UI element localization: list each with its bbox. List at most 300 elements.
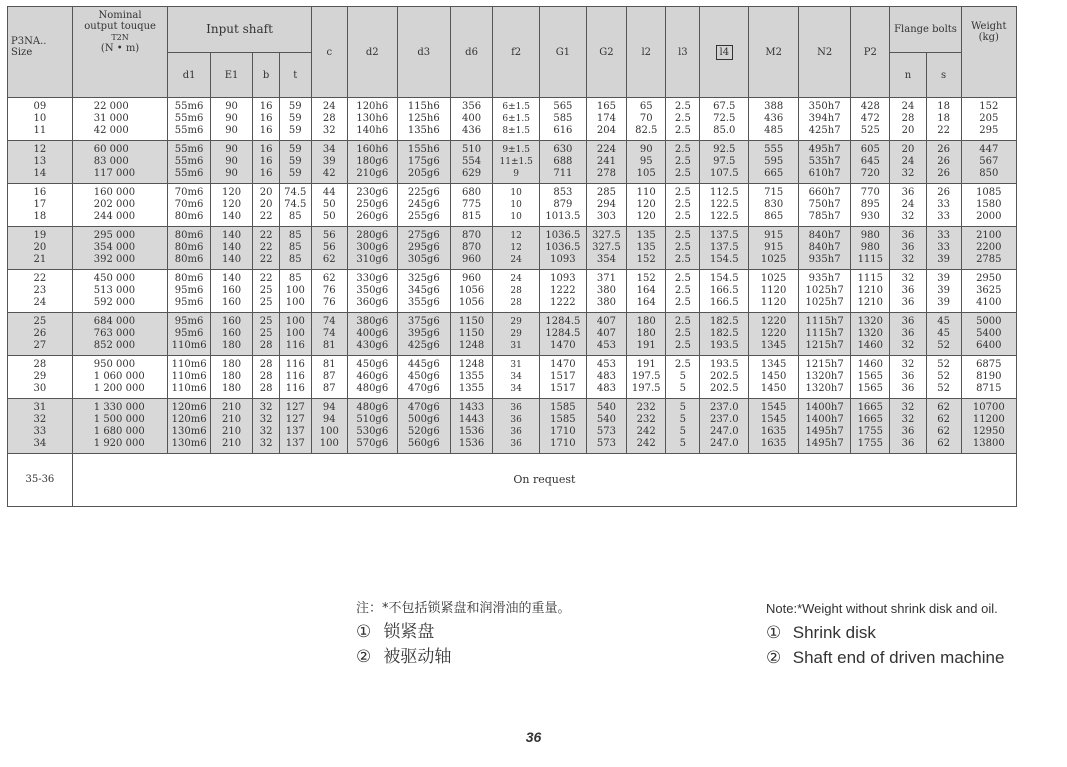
cell-value: 140	[222, 242, 242, 253]
cell-value: 12950	[972, 426, 1005, 437]
header-d1: d1	[168, 53, 210, 98]
cell-value: 350g6	[356, 285, 389, 296]
cell-value: 210	[222, 414, 242, 425]
cell-value: 688	[553, 156, 573, 167]
cell-value: 110m6	[171, 383, 207, 394]
cell-value: 1460	[857, 340, 884, 351]
cell-value: 34	[322, 144, 336, 155]
cell-value: 1284.5	[545, 328, 581, 339]
cell-value: 1 200 000	[93, 383, 145, 394]
cell-value: 241	[596, 156, 616, 167]
cell-value: 295 000	[93, 230, 136, 241]
cell-value: 26	[937, 168, 950, 179]
cell-value: 720	[860, 168, 880, 179]
cell-value: 180	[222, 371, 242, 382]
cell-value: 1115h7	[805, 328, 844, 339]
cell-value: 1056	[458, 297, 485, 308]
cell-value: 90	[225, 168, 238, 179]
cell-value: 18	[33, 211, 47, 222]
cell-value: 72.5	[713, 113, 736, 124]
cell-value: 116	[285, 371, 305, 382]
cell-value: 5	[679, 414, 687, 425]
note-cn: 注：*不包括锁紧盘和润滑油的重量。	[356, 601, 571, 616]
table-cell	[253, 356, 280, 399]
cell-value: 202.5	[709, 371, 739, 382]
table-cell	[799, 227, 851, 270]
cell-value: 425g6	[407, 340, 440, 351]
cell-value: 85	[288, 273, 302, 284]
cell-value: 1320h7	[805, 371, 844, 382]
cell-value: 6875	[976, 359, 1002, 370]
table-cell	[8, 399, 73, 454]
cell-value: 50	[322, 199, 336, 210]
cell-value: 117 000	[93, 168, 136, 179]
cell-value: 285	[596, 187, 616, 198]
cell-value: 453	[596, 340, 616, 351]
cell-value: 9±1.5	[502, 145, 530, 155]
table-cell	[926, 313, 961, 356]
cell-value: 62	[937, 438, 950, 449]
cell-value: 629	[462, 168, 482, 179]
cell-value: 2.5	[674, 168, 691, 179]
table-cell	[890, 270, 926, 313]
cell-value: 55m6	[174, 101, 204, 112]
cell-value: 407	[596, 316, 616, 327]
cell-value: 1 680 000	[93, 426, 145, 437]
table-cell	[926, 356, 961, 399]
cell-value: 202.5	[709, 383, 739, 394]
table-cell	[253, 313, 280, 356]
table-cell	[397, 184, 450, 227]
cell-value: 2.5	[674, 211, 691, 222]
table-cell	[586, 356, 626, 399]
cell-value: 90	[225, 101, 238, 112]
table-cell	[8, 184, 73, 227]
cell-value: 1248	[458, 359, 485, 370]
cell-value: 980	[860, 230, 880, 241]
cell-value: 1115	[857, 254, 884, 265]
table-cell	[347, 184, 397, 227]
cell-value: 32	[259, 414, 273, 425]
table-cell	[799, 399, 851, 454]
cell-value: 24	[901, 101, 915, 112]
cell-value: 28	[259, 359, 273, 370]
cell-value: 22	[259, 211, 273, 222]
cell-value: 32	[322, 125, 336, 136]
cell-value: 70	[639, 113, 653, 124]
cell-value: 94	[322, 414, 336, 425]
cell-value: 10700	[972, 402, 1005, 413]
table-cell	[8, 313, 73, 356]
cell-value: 1 060 000	[93, 371, 145, 382]
cell-value: 1210	[857, 297, 884, 308]
cell-value: 23	[33, 285, 47, 296]
cell-value: 1120	[760, 285, 787, 296]
cell-value: 10	[510, 200, 522, 210]
table-cell	[450, 356, 492, 399]
cell-value: 573	[596, 426, 616, 437]
cell-value: 255g6	[407, 211, 440, 222]
legend-cn-1	[356, 620, 571, 645]
cell-value: 116	[285, 383, 305, 394]
cell-value: 70m6	[174, 199, 204, 210]
header-f2: f2	[493, 7, 540, 98]
cell-value: 485	[764, 125, 784, 136]
cell-value: 20	[259, 187, 273, 198]
cell-value: 1536	[458, 438, 485, 449]
table-cell	[961, 227, 1016, 270]
cell-value: 1085	[976, 187, 1002, 198]
table-cell	[72, 399, 168, 454]
cell-value: 32	[901, 402, 915, 413]
cell-value: 447	[979, 144, 999, 155]
cell-value: 5	[679, 371, 687, 382]
cell-value: 450g6	[356, 359, 389, 370]
cell-value: 20	[259, 199, 273, 210]
cell-value: 34	[510, 372, 522, 382]
cell-value: 1036.5	[545, 242, 581, 253]
table-cell	[279, 356, 311, 399]
cell-value: 160	[222, 316, 242, 327]
cell-value: 1400h7	[805, 402, 844, 413]
cell-value: 1220	[760, 316, 787, 327]
cell-value: 16	[259, 168, 273, 179]
table-cell	[799, 184, 851, 227]
table-cell	[397, 227, 450, 270]
cell-value: 400g6	[356, 328, 389, 339]
cell-value: 80m6	[174, 230, 204, 241]
cell-value: 2.5	[674, 125, 691, 136]
cell-value: 327.5	[592, 230, 621, 241]
cell-value: 60 000	[93, 144, 129, 155]
cell-value: 1470	[550, 359, 576, 370]
table-cell	[210, 141, 252, 184]
cell-value: 750h7	[808, 199, 841, 210]
cell-value: 356	[462, 101, 482, 112]
table-cell	[168, 313, 210, 356]
cell-value: 16	[259, 113, 273, 124]
cell-value: 4100	[976, 297, 1002, 308]
cell-value: 62	[937, 426, 950, 437]
header-input-shaft: Input shaft	[168, 7, 311, 53]
cell-value: 2100	[976, 230, 1002, 241]
cell-value: 400	[462, 113, 482, 124]
table-cell	[666, 313, 700, 356]
cell-value: 1355	[458, 383, 485, 394]
table-cell	[961, 184, 1016, 227]
cell-value: 100	[285, 328, 305, 339]
cell-value: 852 000	[93, 340, 136, 351]
cell-value: 428	[860, 101, 880, 112]
cell-value: 275g6	[407, 230, 440, 241]
table-cell	[700, 141, 749, 184]
note-en: Note:*Weight without shrink disk and oil.	[766, 601, 998, 616]
cell-value: 592 000	[93, 297, 136, 308]
table-cell	[890, 98, 926, 141]
cell-value: 2.5	[674, 273, 691, 284]
table-cell	[279, 313, 311, 356]
cell-value: 22	[259, 273, 273, 284]
cell-value: 1495h7	[805, 426, 844, 437]
cell-value: 567	[979, 156, 999, 167]
table-cell	[493, 313, 540, 356]
cell-value: 407	[596, 328, 616, 339]
table-cell	[700, 270, 749, 313]
cell-value: 95m6	[174, 316, 204, 327]
cell-value: 6±1.5	[502, 114, 530, 124]
cell-value: 850	[979, 168, 999, 179]
table-cell	[279, 399, 311, 454]
cell-value: 28	[33, 359, 47, 370]
table-cell	[72, 98, 168, 141]
request-size: 35-36	[8, 454, 73, 507]
cell-value: 380	[596, 285, 616, 296]
cell-value: 1210	[857, 285, 884, 296]
cell-value: 555	[764, 144, 784, 155]
table-cell	[749, 98, 799, 141]
cell-value: 32	[901, 359, 915, 370]
table-cell	[540, 313, 587, 356]
table-cell	[586, 227, 626, 270]
table-cell	[450, 141, 492, 184]
header-torque: Nominal output touque T2N (N • m)	[72, 7, 168, 98]
cell-value: 430g6	[356, 340, 389, 351]
table-cell	[961, 270, 1016, 313]
cell-value: 80m6	[174, 242, 204, 253]
table-cell	[210, 399, 252, 454]
table-cell	[72, 313, 168, 356]
cell-value: 1710	[550, 438, 576, 449]
table-header	[8, 7, 1017, 98]
header-l2: l2	[627, 7, 666, 98]
cell-value: 237.0	[709, 402, 739, 413]
cell-value: 20	[901, 125, 915, 136]
table-cell	[851, 98, 890, 141]
cell-value: 32	[901, 273, 915, 284]
cell-value: 31	[33, 402, 47, 413]
cell-value: 180	[222, 359, 242, 370]
cell-value: 470g6	[407, 402, 440, 413]
cell-value: 554	[462, 156, 482, 167]
cell-value: 310g6	[356, 254, 389, 265]
cell-value: 12	[510, 243, 522, 253]
table-cell	[253, 399, 280, 454]
cell-value: 22	[937, 125, 950, 136]
cell-value: 120h6	[356, 101, 389, 112]
cell-value: 530g6	[356, 426, 389, 437]
cell-value: 1222	[550, 297, 576, 308]
cell-value: 1 330 000	[93, 402, 145, 413]
cell-value: 32	[33, 414, 47, 425]
cell-value: 1025	[760, 273, 787, 284]
cell-value: 1025	[760, 254, 787, 265]
header-b: b	[253, 53, 280, 98]
cell-value: 711	[553, 168, 573, 179]
cell-value: 205g6	[407, 168, 440, 179]
cell-value: 137	[285, 438, 305, 449]
cell-value: 33	[33, 426, 47, 437]
cell-value: 3625	[976, 285, 1002, 296]
cell-value: 67.5	[713, 101, 736, 112]
table-cell	[890, 184, 926, 227]
cell-value: 2.5	[674, 187, 691, 198]
cell-value: 81	[322, 359, 336, 370]
cell-value: 197.5	[631, 371, 661, 382]
table-cell	[926, 184, 961, 227]
table-cell	[749, 270, 799, 313]
cell-value: 1013.5	[545, 211, 581, 222]
cell-value: 12	[510, 231, 522, 241]
table-cell	[700, 399, 749, 454]
cell-value: 1585	[550, 402, 576, 413]
cell-value: 87	[322, 383, 336, 394]
header-t: t	[279, 53, 311, 98]
cell-value: 160	[222, 285, 242, 296]
table-cell	[700, 98, 749, 141]
table-cell	[8, 98, 73, 141]
table-cell	[540, 98, 587, 141]
cell-value: 29	[510, 329, 522, 339]
table-cell	[851, 141, 890, 184]
cell-value: 22	[259, 242, 273, 253]
header-m2: M2	[749, 7, 799, 98]
cell-value: 154.5	[709, 254, 739, 265]
cell-value: 152	[636, 273, 656, 284]
table-cell	[347, 399, 397, 454]
cell-value: 14	[33, 168, 47, 179]
table-body	[8, 98, 1017, 507]
cell-value: 19	[33, 230, 47, 241]
table-cell	[279, 270, 311, 313]
table-cell	[347, 227, 397, 270]
cell-value: 180	[222, 383, 242, 394]
cell-value: 5	[679, 383, 687, 394]
cell-value: 375g6	[407, 316, 440, 327]
cell-value: 354 000	[93, 242, 136, 253]
cell-value: 32	[901, 340, 915, 351]
cell-value: 36	[901, 230, 915, 241]
cell-value: 36	[510, 403, 522, 413]
cell-value: 56	[322, 242, 336, 253]
page-number: 36	[525, 729, 542, 745]
legend-en-2-num: ②	[766, 648, 782, 667]
table-cell	[493, 270, 540, 313]
cell-value: 32	[901, 168, 915, 179]
cell-value: 1450	[760, 383, 787, 394]
cell-value: 202 000	[93, 199, 136, 210]
header-g2: G2	[586, 7, 626, 98]
header-weight: Weight (kg)	[961, 7, 1016, 98]
cell-value: 870	[462, 230, 482, 241]
cell-value: 237.0	[709, 414, 739, 425]
cell-value: 80m6	[174, 254, 204, 265]
cell-value: 870	[462, 242, 482, 253]
table-cell	[397, 98, 450, 141]
table-row-group	[8, 270, 1017, 313]
table-cell	[540, 356, 587, 399]
cell-value: 90	[225, 144, 238, 155]
cell-value: 2.5	[674, 316, 691, 327]
cell-value: 59	[288, 156, 302, 167]
cell-value: 1665	[857, 414, 884, 425]
cell-value: 472	[860, 113, 880, 124]
cell-value: 330g6	[356, 273, 389, 284]
cell-value: 1710	[550, 426, 576, 437]
cell-value: 140	[222, 254, 242, 265]
cell-value: 1345	[760, 359, 787, 370]
table-cell	[168, 227, 210, 270]
table-cell	[210, 184, 252, 227]
cell-value: 18	[937, 113, 950, 124]
cell-value: 130m6	[171, 438, 207, 449]
cell-value: 125h6	[407, 113, 440, 124]
cell-value: 305g6	[407, 254, 440, 265]
cell-value: 44	[322, 187, 336, 198]
cell-value: 11±1.5	[499, 157, 533, 167]
table-cell	[450, 227, 492, 270]
cell-value: 85	[288, 254, 302, 265]
cell-value: 55m6	[174, 144, 204, 155]
cell-value: 2785	[976, 254, 1002, 265]
cell-value: 52	[937, 340, 950, 351]
table-cell	[666, 184, 700, 227]
cell-value: 325g6	[407, 273, 440, 284]
cell-value: 935h7	[808, 254, 841, 265]
cell-value: 1517	[550, 383, 576, 394]
cell-value: 1320	[857, 328, 884, 339]
table-cell	[8, 227, 73, 270]
cell-value: 140	[222, 230, 242, 241]
cell-value: 520g6	[407, 426, 440, 437]
cell-value: 1284.5	[545, 316, 581, 327]
cell-value: 33	[937, 242, 950, 253]
cell-value: 62	[322, 254, 336, 265]
table-cell	[493, 399, 540, 454]
cell-value: 460g6	[356, 371, 389, 382]
cell-value: 1565	[857, 371, 884, 382]
cell-value: 684 000	[93, 316, 136, 327]
cell-value: 1635	[760, 426, 787, 437]
cell-value: 36	[901, 297, 915, 308]
cell-value: 137.5	[709, 230, 739, 241]
cell-value: 164	[636, 297, 656, 308]
legend-cn-2-text: 被驱动轴	[383, 647, 452, 667]
header-flange-bolts: Flange bolts	[890, 7, 961, 53]
cell-value: 24	[33, 297, 47, 308]
cell-value: 230g6	[356, 187, 389, 198]
cell-value: 16	[259, 125, 273, 136]
cell-value: 10	[33, 113, 47, 124]
cell-value: 1433	[458, 402, 485, 413]
cell-value: 100	[285, 316, 305, 327]
cell-value: 2950	[976, 273, 1002, 284]
cell-value: 31	[510, 360, 522, 370]
cell-value: 130m6	[171, 426, 207, 437]
cell-value: 210	[222, 426, 242, 437]
table-cell	[253, 141, 280, 184]
cell-value: 25	[259, 297, 273, 308]
header-s: s	[926, 53, 961, 98]
cell-value: 380g6	[356, 316, 389, 327]
cell-value: 45	[937, 316, 950, 327]
cell-value: 95m6	[174, 297, 204, 308]
cell-value: 127	[285, 414, 305, 425]
table-cell	[749, 399, 799, 454]
cell-value: 5	[679, 438, 687, 449]
cell-value: 30	[33, 383, 47, 394]
cell-value: 39	[937, 273, 950, 284]
cell-value: 100	[319, 426, 339, 437]
